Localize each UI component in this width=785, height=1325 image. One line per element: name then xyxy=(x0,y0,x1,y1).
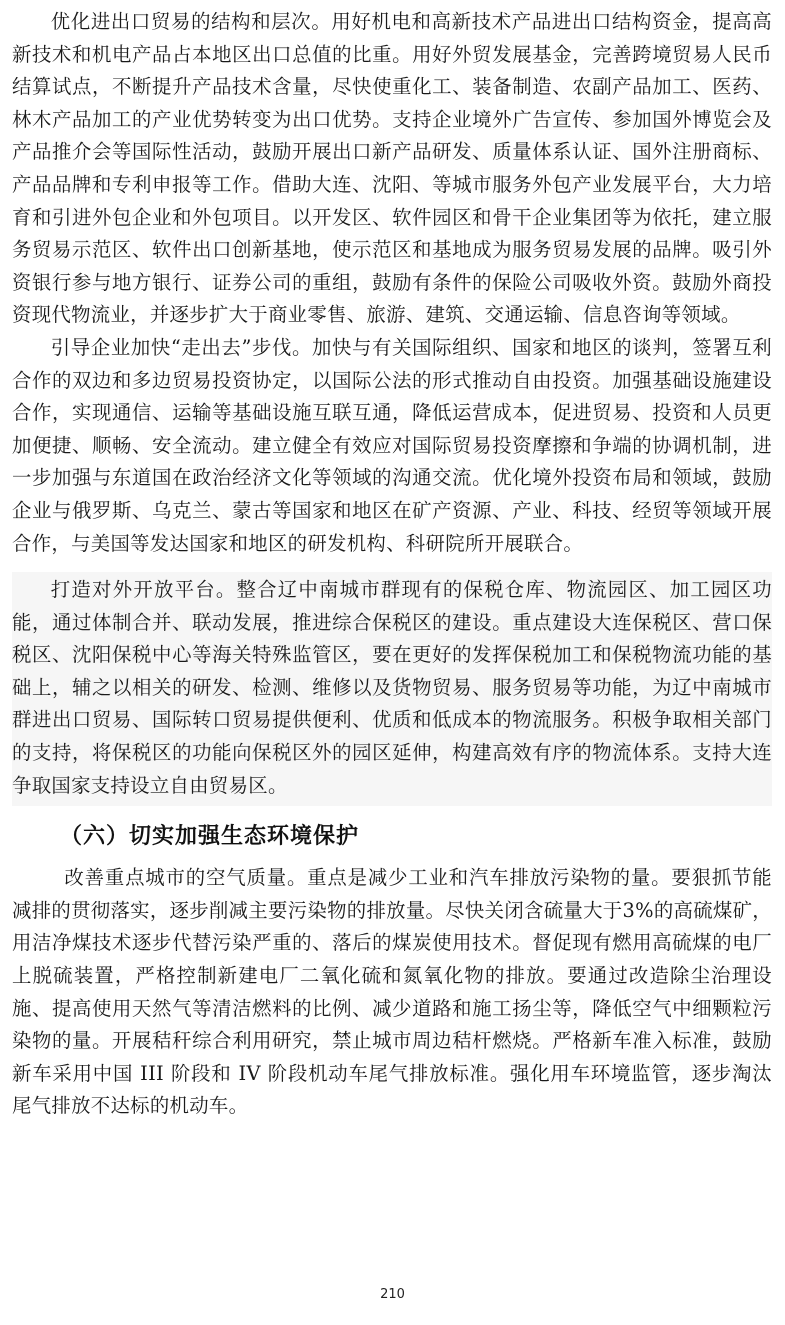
paragraph-air-quality: 改善重点城市的空气质量。重点是减少工业和汽车排放污染物的量。要狠抓节能减排的贯彻落实，逐步削减主要污染物的排放量。尽快关闭含硫量大于3%的高硫煤矿，用洁净煤技术逐步代替污染严重的、落后的煤炭使用技术。督促现有燃用高硫煤的电厂上脱硫装置，严格控制新建电厂二氧化硫和氮氧化物的排放。要通过改造除尘治理设施、提高使用天然气等清洁燃料的比例、减少道路和施工扬尘等，降低空气中细颗粒污染物的量。开展秸秆综合利用研究，禁止城市周边秸杆燃烧。严格新车准入标准，鼓励新车采用中国 III 阶段和 IV 阶段机动车尾气排放标准。强化用车环境监管，逐步淘汰尾气排放不达标的机动车。 xyxy=(12,866,772,1118)
paragraph-going-global: 引导企业加快“走出去”步伐。加快与有关国际组织、国家和地区的谈判，签署互利合作的双边和多边贸易投资协定，以国际公法的形式推动自由投资。加强基础设施建设合作，实现通信、运输等基础设施互联互通，降低运营成本，促进贸易、投资和人员更加便捷、顺畅、安全流动。建立健全有效应对国际贸易投资摩擦和争端的协调机制，进一步加强与东道国在政治经济文化等领域的沟通交流。优化境外投资布局和领域，鼓励企业与俄罗斯、乌克兰、蒙古等国家和地区在矿产资源、产业、科技、经贸等领域开展合作，与美国等发达国家和地区的研发机构、科研院所开展联合。 xyxy=(12,335,772,555)
document-page xyxy=(12,6,772,1123)
paragraph-opening-platform: 打造对外开放平台。整合辽中南城市群现有的保税仓库、物流园区、加工园区功能，通过体制合并、联动发展，推进综合保税区的建设。重点建设大连保税区、营口保税区、沈阳保税中心等海关特殊监管区，要在更好的发挥保税加工和保税物流功能的基础上，辅之以相关的研发、检测、维修以及货物贸易、服务贸易等功能，为辽中南城市群进出口贸易、国际转口贸易提供便利、优质和低成本的物流服务。积极争取相关部门的支持，将保税区的功能向保税区外的园区延伸，构建高效有序的物流体系。支持大连争取国家支持设立自由贸易区。 xyxy=(12,572,772,806)
page-number: 210 xyxy=(380,1287,405,1302)
paragraph-trade-structure: 优化进出口贸易的结构和层次。用好机电和高新技术产品进出口结构资金，提高高新技术和机电产品占本地区出口总值的比重。用好外贸发展基金，完善跨境贸易人民币结算试点，不断提升产品技术含量，尽快使重化工、装备制造、农副产品加工、医药、林木产品加工的产业优势转变为出口优势。支持企业境外广告宣传、参加国外博览会及产品推介会等国际性活动，鼓励开展出口新产品研发、质量体系认证、国外注册商标、产品品牌和专利申报等工作。借助大连、沈阳、等城市服务外包产业发展平台，大力培育和引进外包企业和外包项目。以开发区、软件园区和骨干企业集团等为依托，建立服务贸易示范区、软件出口创新基地，使示范区和基地成为服务贸易发展的品牌。吸引外资银行参与地方银行、证券公司的重组，鼓励有条件的保险公司吸收外资。鼓励外商投资现代物流业，并逐步扩大于商业零售、旅游、建筑、交通运输、信息咨询等领域。 xyxy=(12,10,772,327)
section-heading: （六）切实加强生态环境保护 xyxy=(60,823,360,850)
